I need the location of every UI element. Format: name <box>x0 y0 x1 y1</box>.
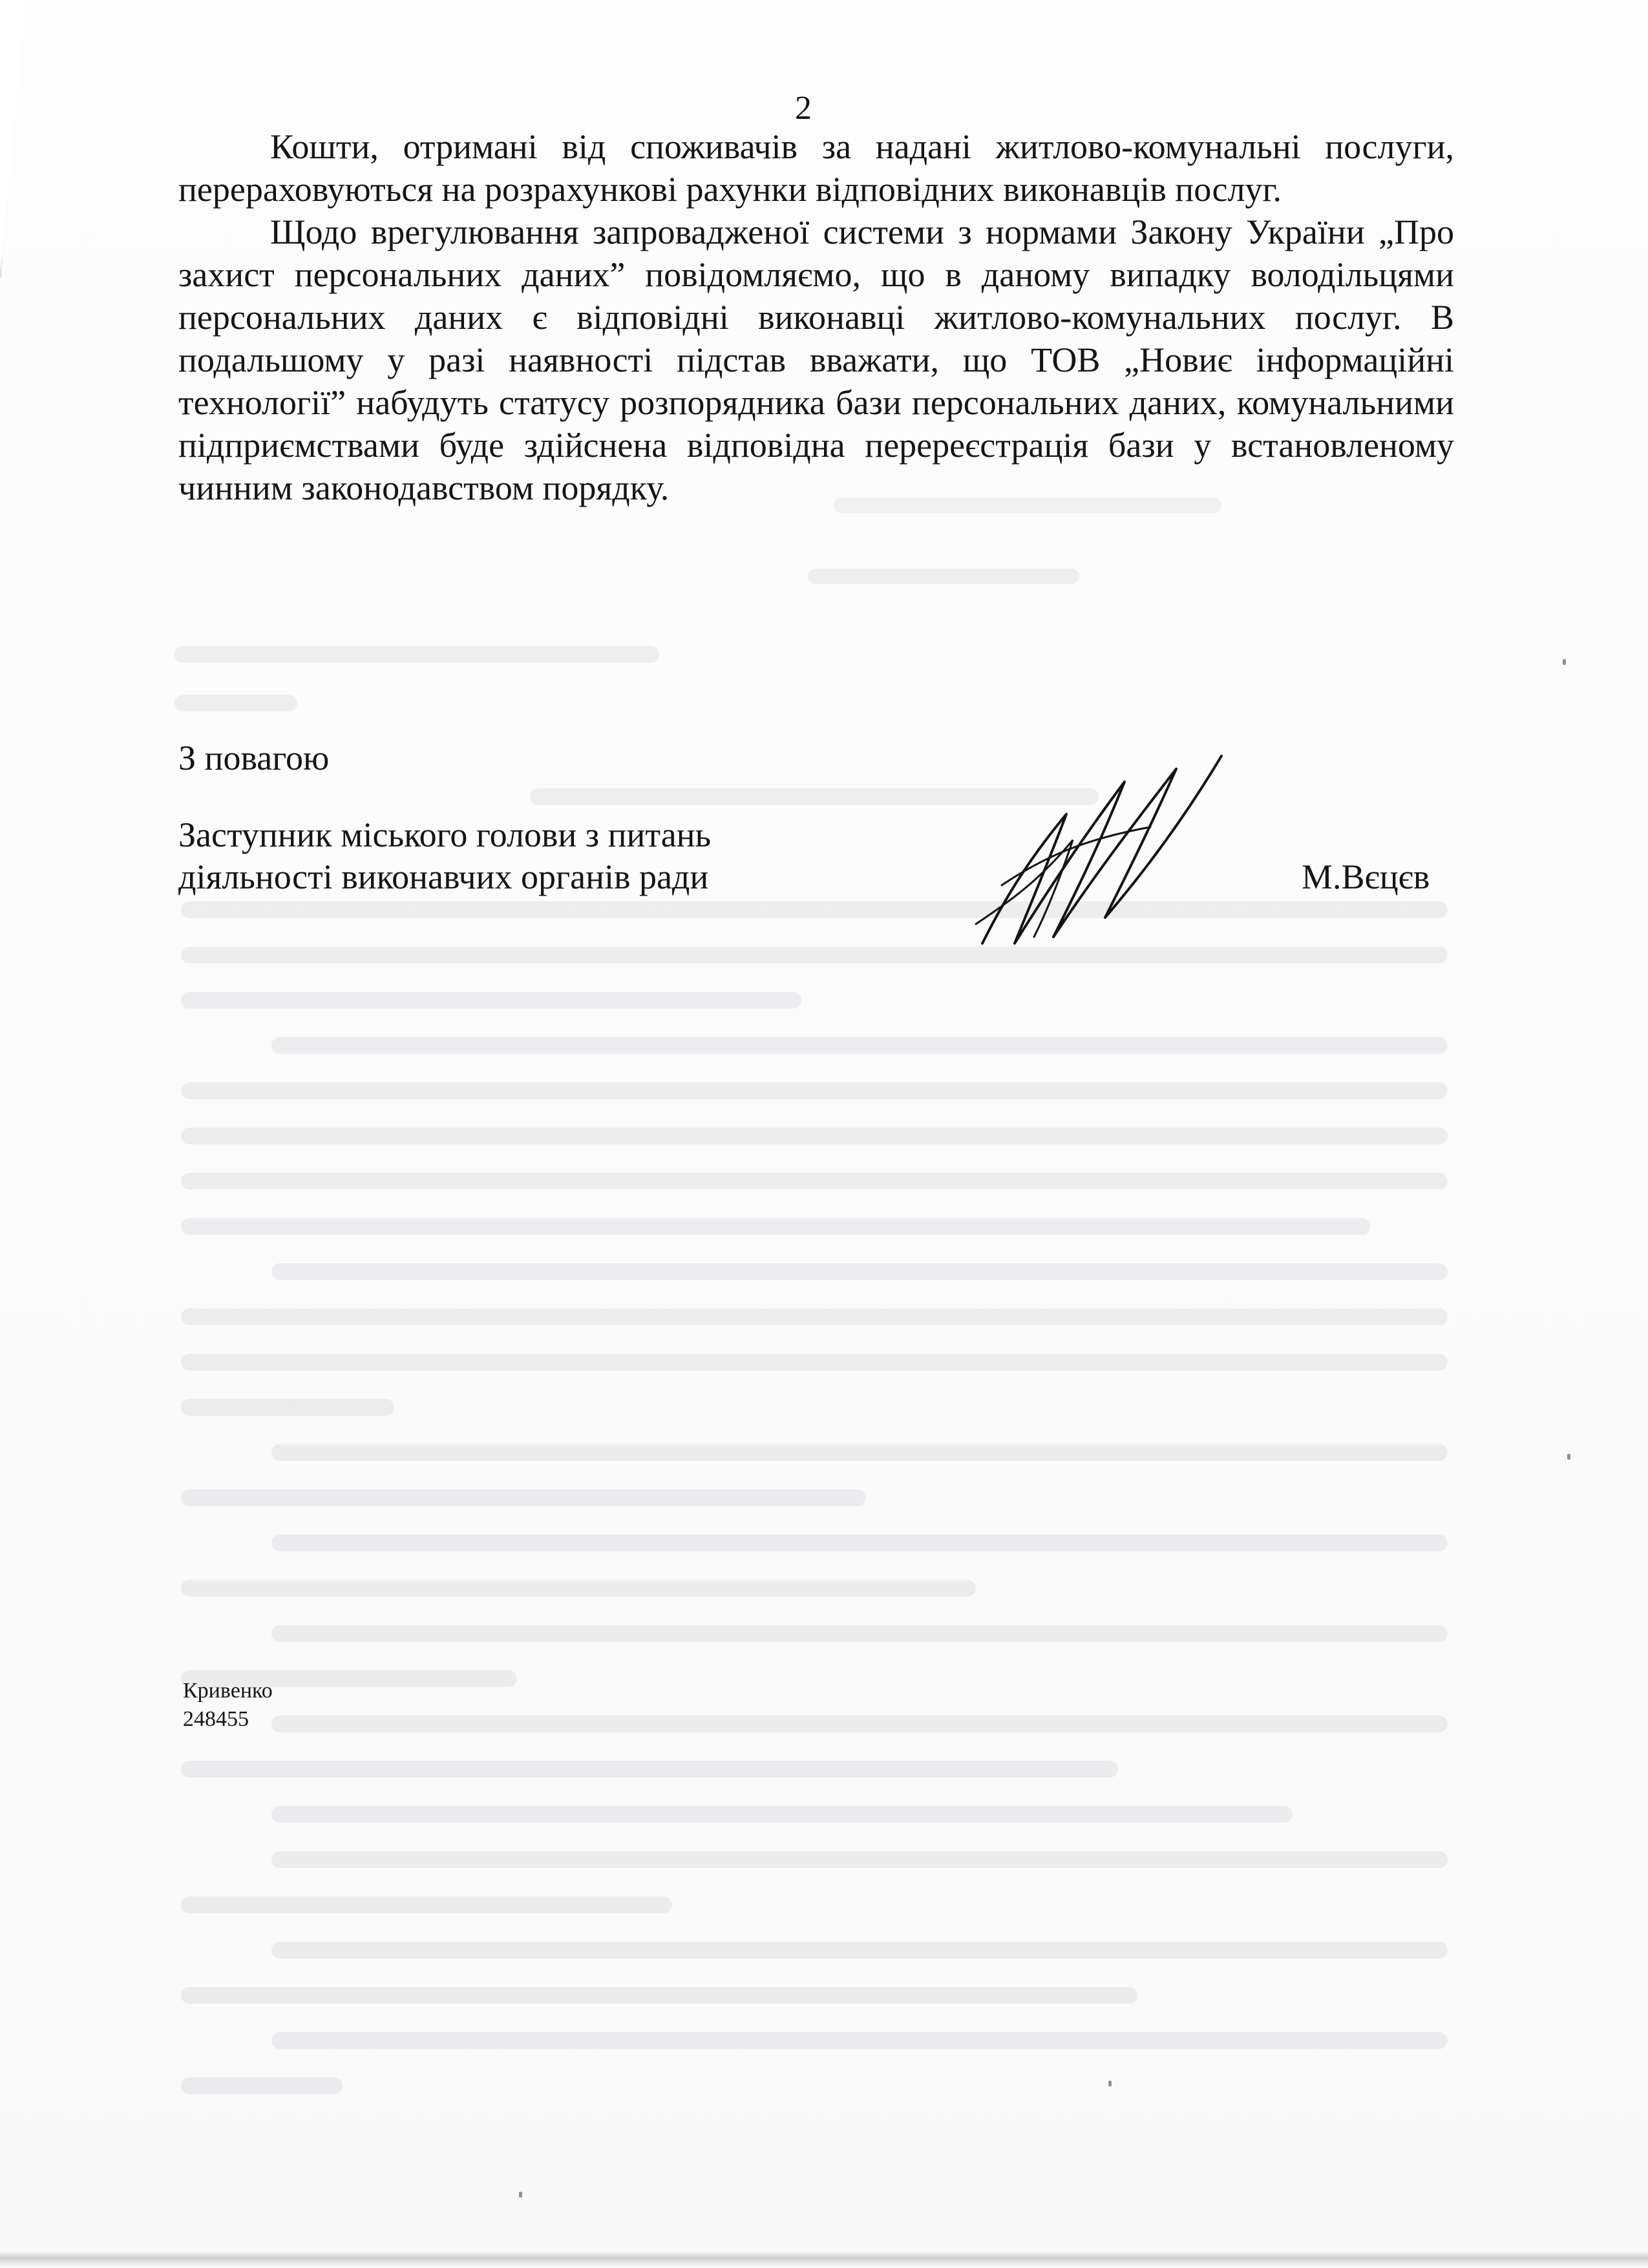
signatory-name: М.Вєцєв <box>1302 857 1430 896</box>
body-paragraph-1: Кошти, отримані від споживачів за надані житлово-комунальні послуги, перераховуються на розрахункові рахунки відповідних виконавців послуг. <box>178 127 1454 209</box>
page-fold-corner <box>0 0 26 271</box>
scan-speck <box>1563 659 1566 665</box>
body-paragraph-2: Щодо врегулювання запровадженої системи з нормами Закону України „Про захист персональних даних” повідомляємо, що в даному випадку володільцями персональних даних є відповідні виконавці житлово-комунальних послуг. В подальшому у разі наявності підстав вважати, що ТОВ „Новиє інформаційні технології” набудуть статусу розпорядника бази персональних даних, комунальними підприємствами буде здійснена відповідна перереєстрація бази у встановленому чинним законодавством порядку. <box>178 213 1454 507</box>
closing-salutation: З повагою <box>178 739 330 777</box>
handwritten-signature <box>937 730 1247 976</box>
signatory-title-line-1: Заступник міського голови з питань <box>178 815 712 854</box>
page-bottom-edge <box>0 2251 1648 2268</box>
executor-phone: 248455 <box>183 1707 249 1731</box>
signatory-title <box>178 814 711 898</box>
scan-speck <box>1108 2081 1112 2086</box>
executor-name: Кривенко <box>183 1679 273 1703</box>
scan-speck <box>1567 1454 1570 1460</box>
signatory-title-line-2: діяльності виконавчих органів ради <box>178 857 709 896</box>
letter-body <box>178 125 1454 509</box>
executor-info <box>183 1677 273 1734</box>
page-number: 2 <box>795 90 812 127</box>
scan-speck <box>519 2192 522 2198</box>
